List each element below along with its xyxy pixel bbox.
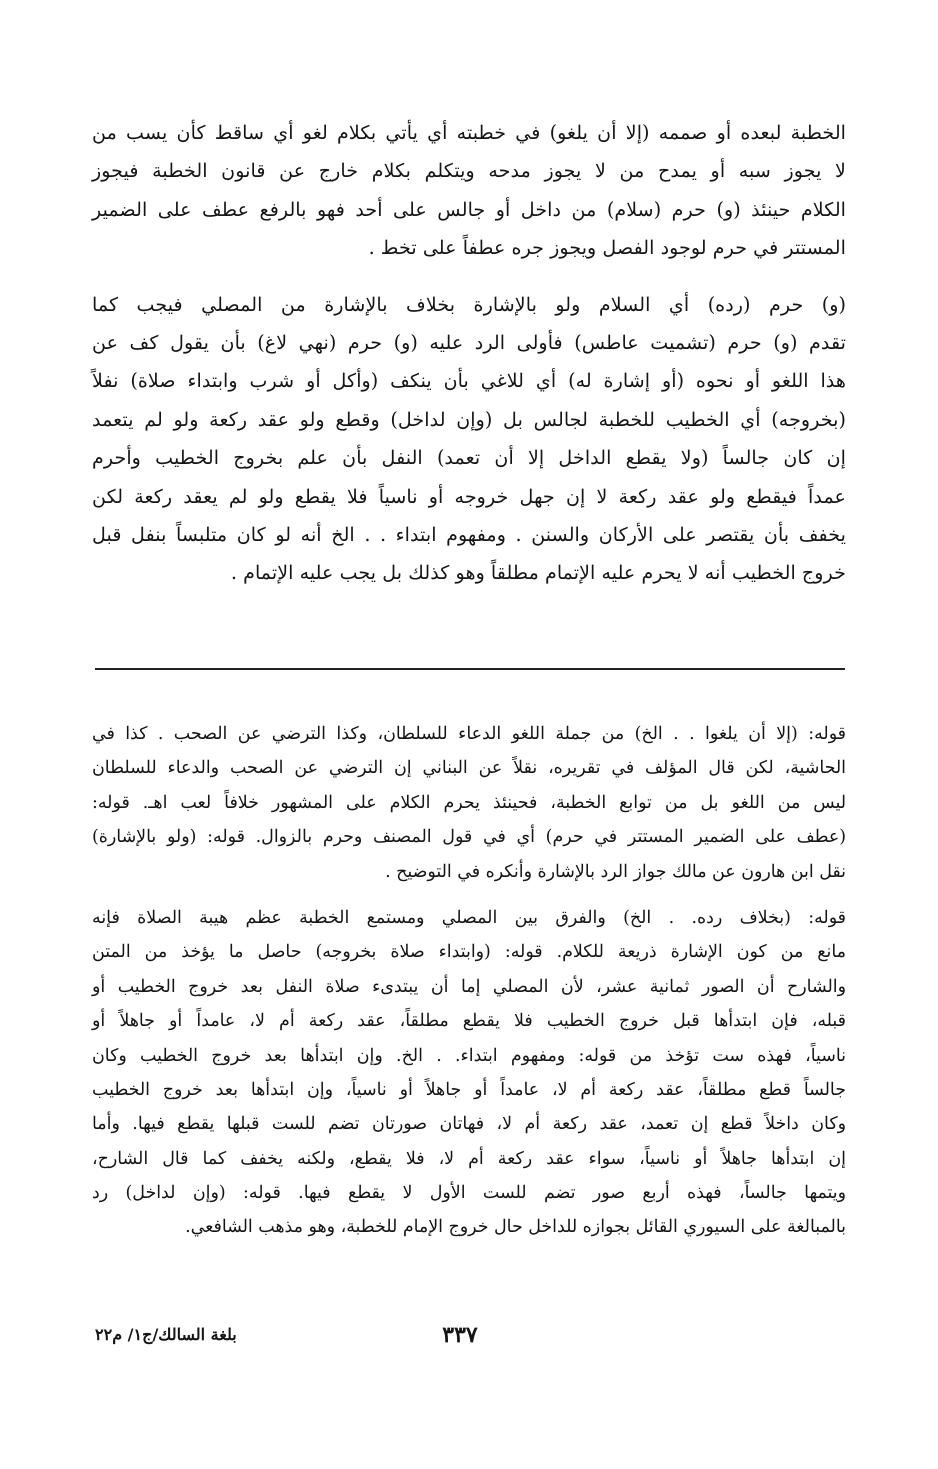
note-line: والشارح أن الصور ثمانية عشر، لأن المصلي إما أن يبتدىء صلاة النفل بعد خروج الخطيب أو — [92, 976, 846, 997]
text-line: هذا اللغو أو نحوه (أو إشارة له) أي للاغي بأن ينكف (وأكل أو شرب وابتداء صلاة) نفلاً — [92, 369, 846, 393]
main-paragraph-1 — [92, 114, 846, 268]
note-line: نقل ابن هارون عن مالك جواز الرد بالإشارة وأنكره في التوضيح . — [385, 861, 846, 882]
note-line: إن ابتدأها جاهلاً أو ناسياً، سواء عقد ركعة أم لا، فلا يقطع، ولكنه يخفف كما قال الشارح، — [92, 1148, 846, 1169]
text-line: خروج الخطيب أنه لا يحرم عليه الإتمام مطلقاً وهو كذلك بل يجب عليه الإتمام . — [230, 561, 846, 585]
text-line: الكلام حينئذ (و) حرم (سلام) من داخل أو جالس على أحد فهو بالرفع عطف على الضمير — [92, 197, 846, 221]
note-line: (عطف على الضمير المستتر في حرم) أي في قول المصنف وحرم بالزوال. قوله: (ولو بالإشارة) — [92, 827, 846, 848]
text-line: تقدم (و) حرم (تشميت عاطس) فأولى الرد عليه (و) حرم (نهي لاغ) بأن يقول كف عن — [92, 330, 846, 354]
main-text — [92, 114, 846, 593]
note-line: وكان داخلاً قطع إن تعمد، عقد ركعة أم لا، فهاتان صورتان تضم للست قبلها يقطع فيها. وأما — [92, 1114, 846, 1135]
note-line: ناسياً، فهذه ست تؤخذ من قوله: ومفهوم ابتداء. . الخ. وإن ابتدأها بعد خروج الخطيب وكان — [92, 1045, 846, 1066]
text-line: إن كان جالساً (ولا يقطع الداخل إلا أن تعمد) النفل بأن علم بخروج الخطيب وأحرم — [92, 446, 846, 470]
note-line: ليس من اللغو بل من توابع الخطبة، فحينئذ يحرم الكلام على المشهور خلافاً لعب اهـ. قوله: — [92, 792, 846, 813]
text-line: لا يجوز سبه أو يمدح من لا يجوز مدحه ويتكلم بكلام خارج عن قانون الخطبة فيجوز — [92, 159, 846, 183]
note-line: قبله، فإن ابتدأها قبل خروج الخطيب فلا يقطع مطلقاً، عقد ركعة أم لا، عامداً أو جاهلاً أو — [92, 1011, 846, 1032]
footnotes — [92, 717, 846, 1245]
note-line: قوله: (بخلاف رده. . الخ) والفرق بين المصلي ومستمع الخطبة عظم هيبة الصلاة فإنه — [92, 907, 846, 928]
running-footer: بلغة السالك/ج١/ م٢٢ — [95, 1325, 237, 1344]
note-line: مانع من كون الإشارة ذريعة للكلام. قوله: (وابتداء صلاة بخروجه) حاصل ما يؤخذ من المتن — [92, 942, 846, 963]
footnote-1 — [92, 717, 846, 889]
text-line: عمداً فيقطع ولو عقد ركعة لا إن جهل خروجه أو ناسياً فلا يقطع ولو لم يعقد ركعة لكن — [92, 484, 846, 508]
note-line: جالساً قطع مطلقاً، عقد ركعة أم لا، عامداً أو جاهلاً أو ناسياً، وإن ابتدأها بعد خروج الخطيب — [92, 1079, 846, 1100]
main-paragraph-2 — [92, 286, 846, 593]
note-line: بالمبالغة على السيوري القائل بجوازه للداخل حال خروج الإمام للخطبة، وهو مذهب الشافعي. — [185, 1217, 846, 1238]
note-line: ويتمها جالساً، فهذه أربع صور تضم للست الأول لا يقطع فيها. قوله: (وإن لداخل) رد — [92, 1183, 846, 1204]
text-line: (بخروجه) أي الخطيب للخطبة لجالس بل (وإن لداخل) وقطع ولو عقد ركعة ولو لم يتعمد — [92, 407, 846, 431]
text-line: (و) حرم (رده) أي السلام ولو بالإشارة بخلاف بالإشارة من المصلي فيجب كما — [92, 292, 846, 316]
note-line: قوله: (إلا أن يلغوا . . الخ) من جملة اللغو الدعاء للسلطان، وكذا الترضي عن الصحب . كذا في — [92, 724, 846, 744]
text-line: يخفف بأن يقتصر على الأركان والسنن . ومفهوم ابتداء . . الخ أنه لو كان متلبساً بنفل قبل — [92, 522, 846, 546]
page-number: ٣٣٧ — [442, 1322, 478, 1348]
footnote-2 — [92, 901, 846, 1245]
text-line: المستتر في حرم لوجود الفصل ويجوز جره عطفاً على تخط . — [368, 236, 846, 260]
text-line: الخطبة لبعده أو صممه (إلا أن يلغو) في خطبته أي يأتي بكلام لغو أي ساقط كأن يسب من — [92, 121, 846, 144]
note-line: الحاشية، لكن قال المؤلف في تقريره، نقلاً عن البناني إن الترضي عن الصحب والدعاء للسلطان — [92, 758, 846, 779]
footnote-divider — [95, 668, 845, 670]
